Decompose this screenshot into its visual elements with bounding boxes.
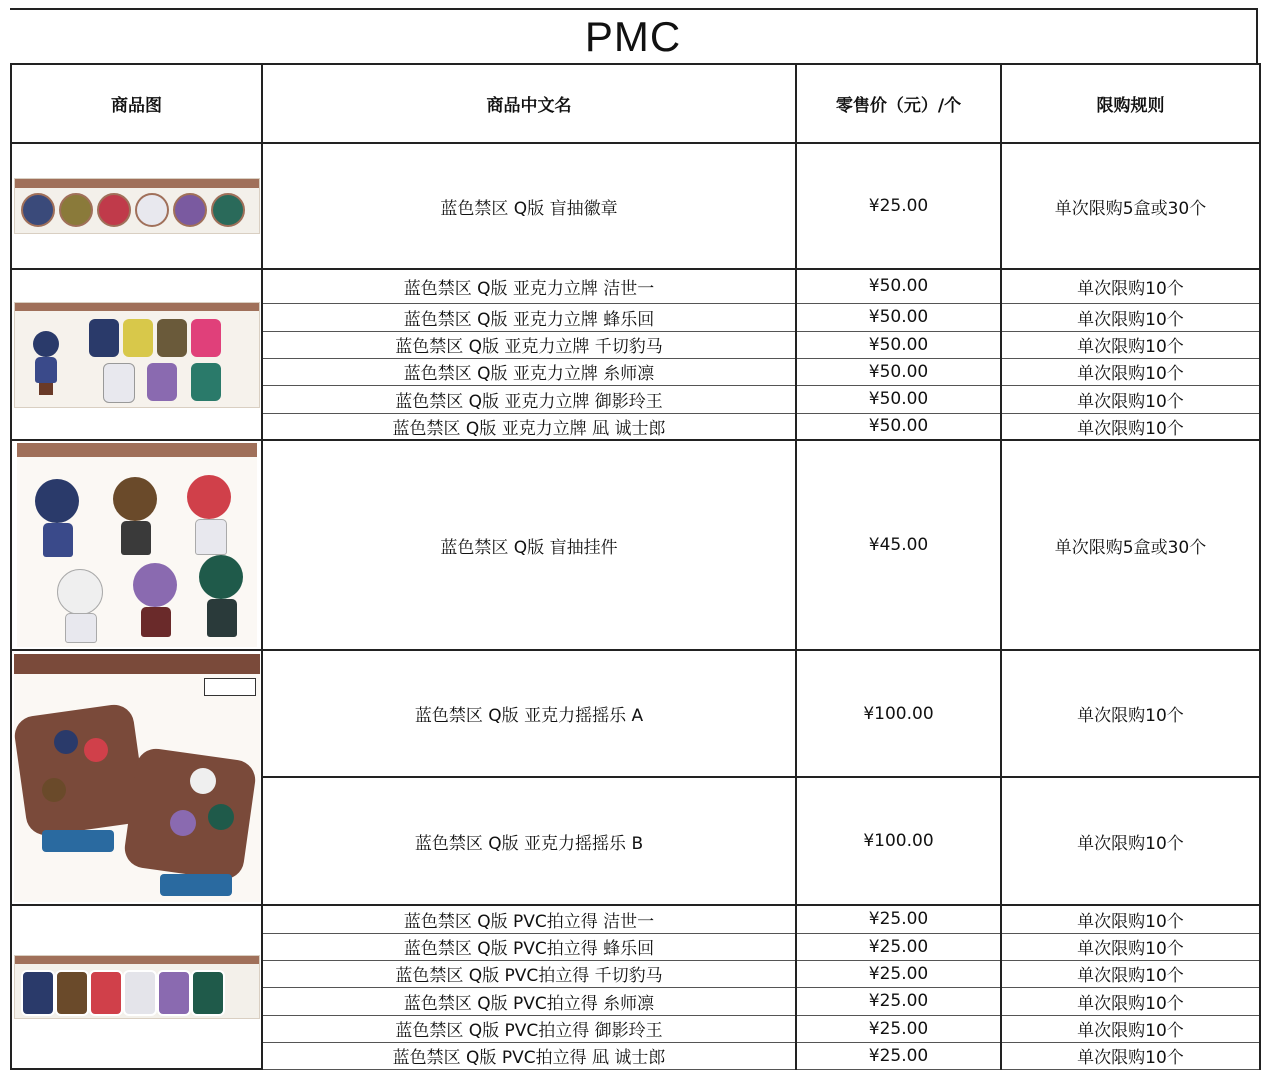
product-image-cell bbox=[11, 905, 262, 1069]
product-name: 蓝色禁区 Q版 PVC拍立得 千切豹马 bbox=[262, 960, 796, 987]
product-price: ¥100.00 bbox=[796, 777, 1001, 905]
product-name: 蓝色禁区 Q版 盲抽徽章 bbox=[262, 143, 796, 269]
purchase-limit: 单次限购10个 bbox=[1001, 385, 1260, 413]
purchase-limit: 单次限购10个 bbox=[1001, 777, 1260, 905]
product-price: ¥100.00 bbox=[796, 650, 1001, 777]
product-table bbox=[10, 63, 1261, 1070]
purchase-limit: 单次限购10个 bbox=[1001, 933, 1260, 960]
product-name: 蓝色禁区 Q版 PVC拍立得 凪 诚士郎 bbox=[262, 1042, 796, 1069]
product-name: 蓝色禁区 Q版 亚克力摇摇乐 B bbox=[262, 777, 796, 905]
product-price: ¥25.00 bbox=[796, 143, 1001, 269]
purchase-limit: 单次限购10个 bbox=[1001, 358, 1260, 385]
header-price: 零售价（元）/个 bbox=[796, 64, 1001, 143]
product-price: ¥50.00 bbox=[796, 413, 1001, 440]
product-price: ¥50.00 bbox=[796, 358, 1001, 385]
product-image-cell bbox=[11, 650, 262, 905]
table-row bbox=[11, 905, 1260, 933]
product-image-cell bbox=[11, 440, 262, 650]
header-image: 商品图 bbox=[11, 64, 262, 143]
blind-keychain-product-photo-icon bbox=[17, 443, 257, 647]
product-price: ¥50.00 bbox=[796, 269, 1001, 303]
product-price: ¥25.00 bbox=[796, 1015, 1001, 1042]
table-row bbox=[11, 269, 1260, 303]
header-name: 商品中文名 bbox=[262, 64, 796, 143]
product-price: ¥50.00 bbox=[796, 331, 1001, 358]
purchase-limit: 单次限购10个 bbox=[1001, 1015, 1260, 1042]
page-title: PMC bbox=[10, 8, 1258, 64]
product-name: 蓝色禁区 Q版 亚克力摇摇乐 A bbox=[262, 650, 796, 777]
product-name: 蓝色禁区 Q版 PVC拍立得 洁世一 bbox=[262, 905, 796, 933]
product-name: 蓝色禁区 Q版 盲抽挂件 bbox=[262, 440, 796, 650]
product-image-cell bbox=[11, 143, 262, 269]
product-name: 蓝色禁区 Q版 亚克力立牌 蜂乐回 bbox=[262, 303, 796, 331]
purchase-limit: 单次限购10个 bbox=[1001, 960, 1260, 987]
purchase-limit: 单次限购10个 bbox=[1001, 987, 1260, 1015]
product-price: ¥25.00 bbox=[796, 905, 1001, 933]
product-price: ¥45.00 bbox=[796, 440, 1001, 650]
purchase-limit: 单次限购10个 bbox=[1001, 413, 1260, 440]
blind-badge-product-photo-icon bbox=[14, 178, 260, 234]
product-price: ¥25.00 bbox=[796, 960, 1001, 987]
purchase-limit: 单次限购10个 bbox=[1001, 269, 1260, 303]
purchase-limit: 单次限购5盒或30个 bbox=[1001, 440, 1260, 650]
purchase-limit: 单次限购10个 bbox=[1001, 1042, 1260, 1069]
header-limit: 限购规则 bbox=[1001, 64, 1260, 143]
purchase-limit: 单次限购10个 bbox=[1001, 303, 1260, 331]
product-name: 蓝色禁区 Q版 PVC拍立得 御影玲王 bbox=[262, 1015, 796, 1042]
table-row bbox=[11, 650, 1260, 777]
product-price: ¥50.00 bbox=[796, 303, 1001, 331]
purchase-limit: 单次限购10个 bbox=[1001, 905, 1260, 933]
table-header-row bbox=[11, 64, 1260, 143]
product-name: 蓝色禁区 Q版 亚克力立牌 洁世一 bbox=[262, 269, 796, 303]
product-price: ¥25.00 bbox=[796, 1042, 1001, 1069]
product-name: 蓝色禁区 Q版 PVC拍立得 糸师凛 bbox=[262, 987, 796, 1015]
product-price: ¥50.00 bbox=[796, 385, 1001, 413]
table-row bbox=[11, 143, 1260, 269]
purchase-limit: 单次限购10个 bbox=[1001, 331, 1260, 358]
product-name: 蓝色禁区 Q版 亚克力立牌 御影玲王 bbox=[262, 385, 796, 413]
acrylic-stand-product-photo-icon bbox=[14, 302, 260, 408]
product-name: 蓝色禁区 Q版 PVC拍立得 蜂乐回 bbox=[262, 933, 796, 960]
product-name: 蓝色禁区 Q版 亚克力立牌 凪 诚士郎 bbox=[262, 413, 796, 440]
product-price: ¥25.00 bbox=[796, 987, 1001, 1015]
pvc-photo-stand-product-photo-icon bbox=[14, 955, 260, 1019]
table-row bbox=[11, 440, 1260, 650]
purchase-limit: 单次限购10个 bbox=[1001, 650, 1260, 777]
purchase-limit: 单次限购5盒或30个 bbox=[1001, 143, 1260, 269]
acrylic-shaker-product-photo-icon bbox=[14, 654, 260, 902]
product-price: ¥25.00 bbox=[796, 933, 1001, 960]
product-image-cell bbox=[11, 269, 262, 440]
product-name: 蓝色禁区 Q版 亚克力立牌 千切豹马 bbox=[262, 331, 796, 358]
product-name: 蓝色禁区 Q版 亚克力立牌 糸师凛 bbox=[262, 358, 796, 385]
